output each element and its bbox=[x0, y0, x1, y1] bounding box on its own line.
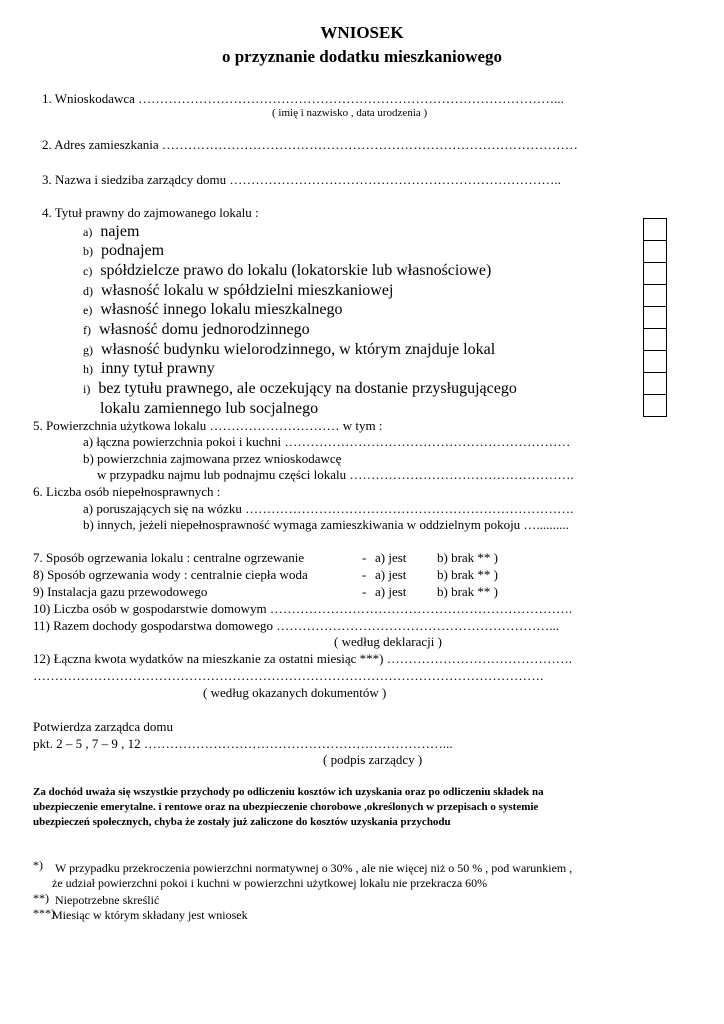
option-a bbox=[83, 222, 139, 242]
usable-area-field[interactable]: 5. Powierzchnia użytkowa lokalu ………………………… w tym : bbox=[33, 418, 383, 433]
heating-label: 7. Sposób ogrzewania lokalu : centralne ogrzewanie bbox=[33, 550, 305, 565]
checkbox-i[interactable] bbox=[643, 394, 667, 417]
water-heating-label: 8) Sposób ogrzewania wody : centralnie ciepła woda bbox=[33, 567, 308, 582]
checkbox-c[interactable] bbox=[643, 262, 667, 284]
heating-yes[interactable]: a) jest bbox=[375, 550, 407, 565]
disabled-count-label: 6. Liczba osób niepełnosprawnych : bbox=[33, 484, 221, 499]
footnote-1-line: W przypadku przekroczenia powierzchni normatywnej o 30% , ale nie więcej niż o 50 % , pod warunkiem , bbox=[55, 861, 573, 875]
housing-expenses-field[interactable]: 12) Łączna kwota wydatków na mieszkanie za ostatni miesiąc ***) ……………………………………. bbox=[33, 651, 573, 666]
address-field[interactable]: 2. Adres zamieszkania …………………………………………………………………………………… bbox=[42, 137, 578, 152]
footnote-1-line: że udział powierzchni pokoi i kuchni w powierzchni użytkowej lokalu nie przekracza 60% bbox=[52, 876, 488, 890]
form-subtitle: o przyznanie dodatku mieszkaniowego bbox=[221, 47, 503, 66]
housing-expenses-continued[interactable]: ………………………………………………………………………………………………………. bbox=[33, 668, 544, 683]
checkbox-f[interactable] bbox=[643, 328, 667, 350]
footnote-3-mark: ***) bbox=[33, 906, 55, 920]
legal-title-checkboxes bbox=[643, 218, 667, 417]
gas-yes[interactable]: a) jest bbox=[375, 584, 407, 599]
option-e bbox=[83, 300, 343, 320]
footnote-3-text: Miesiąc w którym składany jest wniosek bbox=[52, 908, 248, 922]
footnote-2-mark: **) bbox=[33, 891, 49, 905]
option-d bbox=[83, 281, 393, 301]
income-note-line: Za dochód uważa się wszystkie przychody po odliczeniu kosztów ich uzyskania oraz po odliczeniu składek na bbox=[33, 786, 544, 798]
checkbox-a[interactable] bbox=[643, 218, 667, 240]
option-letter: e) bbox=[83, 303, 93, 317]
option-letter: c) bbox=[83, 264, 93, 278]
applicant-hint: ( imię i nazwisko , data urodzenia ) bbox=[272, 107, 428, 119]
option-text: własność innego lokalu mieszkalnego bbox=[100, 301, 343, 318]
manager-field[interactable]: 3. Nazwa i siedziba zarządcy domu ………………………………………………………………….. bbox=[42, 172, 561, 187]
income-note-line: ubezpieczeń społecznych, chyba że zostały już zaliczone do kosztów uzyskania przychodu bbox=[33, 816, 451, 828]
water-heating-dash: - bbox=[362, 567, 367, 582]
household-size-field[interactable]: 10) Liczba osób w gospodarstwie domowym ……………………………………………………………. bbox=[33, 601, 573, 616]
option-letter: d) bbox=[83, 284, 93, 298]
water-heating-no[interactable]: b) brak ** ) bbox=[437, 567, 499, 582]
applicant-area-label: b) powierzchnia zajmowana przez wnioskodawcę bbox=[83, 451, 342, 466]
option-text: inny tytuł prawny bbox=[101, 360, 215, 377]
option-b bbox=[83, 241, 164, 261]
wheelchair-users-field[interactable]: a) poruszających się na wózku …………………………………………………………………. bbox=[83, 501, 574, 516]
option-letter: i) bbox=[83, 382, 91, 396]
option-f bbox=[83, 320, 310, 340]
option-text: własność domu jednorodzinnego bbox=[99, 321, 310, 338]
applicant-field[interactable]: 1. Wnioskodawca ……………………………………………………………………………………... bbox=[42, 91, 564, 106]
form-title: WNIOSEK bbox=[320, 23, 404, 42]
option-h bbox=[83, 359, 215, 379]
option-text: najem bbox=[100, 223, 140, 240]
household-income-field[interactable]: 11) Razem dochody gospodarstwa domowego ………………………………………………………... bbox=[33, 618, 559, 633]
income-note-line: ubezpieczenie emerytalne. i rentowe oraz na ubezpieczenie chorobowe ,określonych w przepisach o systemie bbox=[33, 801, 539, 813]
option-text: własność lokalu w spółdzielni mieszkaniowej bbox=[101, 282, 394, 299]
footnote-1-mark: *) bbox=[33, 858, 43, 872]
option-letter: g) bbox=[83, 343, 93, 357]
rooms-area-field[interactable]: a) łączna powierzchnia pokoi i kuchni ………………………………………………………… bbox=[83, 434, 571, 449]
option-g bbox=[83, 340, 495, 360]
option-i bbox=[83, 379, 517, 399]
option-letter: b) bbox=[83, 244, 93, 258]
other-disabled-field[interactable]: b) innych, jeżeli niepełnosprawność wymaga zamieszkiwania w oddzielnym pokoju ….......... bbox=[83, 517, 569, 532]
checkbox-h[interactable] bbox=[643, 372, 667, 394]
partial-rent-area-field[interactable]: w przypadku najmu lub podnajmu części lokalu ……………………………………………. bbox=[97, 467, 574, 482]
gas-dash: - bbox=[362, 584, 367, 599]
gas-no[interactable]: b) brak ** ) bbox=[437, 584, 499, 599]
option-letter: f) bbox=[83, 323, 91, 337]
option-i-continued: lokalu zamiennego lub socjalnego bbox=[100, 400, 319, 417]
gas-label: 9) Instalacja gazu przewodowego bbox=[33, 584, 208, 599]
option-letter: a) bbox=[83, 225, 93, 239]
checkbox-b[interactable] bbox=[643, 240, 667, 262]
manager-confirm-label: Potwierdza zarządca domu bbox=[33, 719, 174, 734]
income-hint: ( według deklaracji ) bbox=[334, 634, 442, 649]
manager-signature-field[interactable]: pkt. 2 – 5 , 7 – 9 , 12 ……………………………………………………………... bbox=[33, 736, 453, 751]
heating-no[interactable]: b) brak ** ) bbox=[437, 550, 499, 565]
option-c bbox=[83, 261, 491, 281]
option-text: bez tytułu prawnego, ale oczekujący na dostanie przysługującego bbox=[98, 380, 517, 397]
option-text: spółdzielcze prawo do lokalu (lokatorskie lub własnościowe) bbox=[100, 262, 492, 279]
checkbox-g[interactable] bbox=[643, 350, 667, 372]
legal-title-label: 4. Tytuł prawny do zajmowanego lokalu : bbox=[42, 205, 259, 220]
expenses-hint: ( według okazanych dokumentów ) bbox=[203, 685, 387, 700]
checkbox-d[interactable] bbox=[643, 284, 667, 306]
signature-hint: ( podpis zarządcy ) bbox=[323, 752, 423, 767]
footnote-2-text: Niepotrzebne skreślić bbox=[55, 893, 160, 907]
option-text: podnajem bbox=[101, 242, 165, 259]
option-text: własność budynku wielorodzinnego, w którym znajduje lokal bbox=[101, 341, 496, 358]
option-letter: h) bbox=[83, 362, 93, 376]
water-heating-yes[interactable]: a) jest bbox=[375, 567, 407, 582]
checkbox-e[interactable] bbox=[643, 306, 667, 328]
heating-dash: - bbox=[362, 550, 367, 565]
